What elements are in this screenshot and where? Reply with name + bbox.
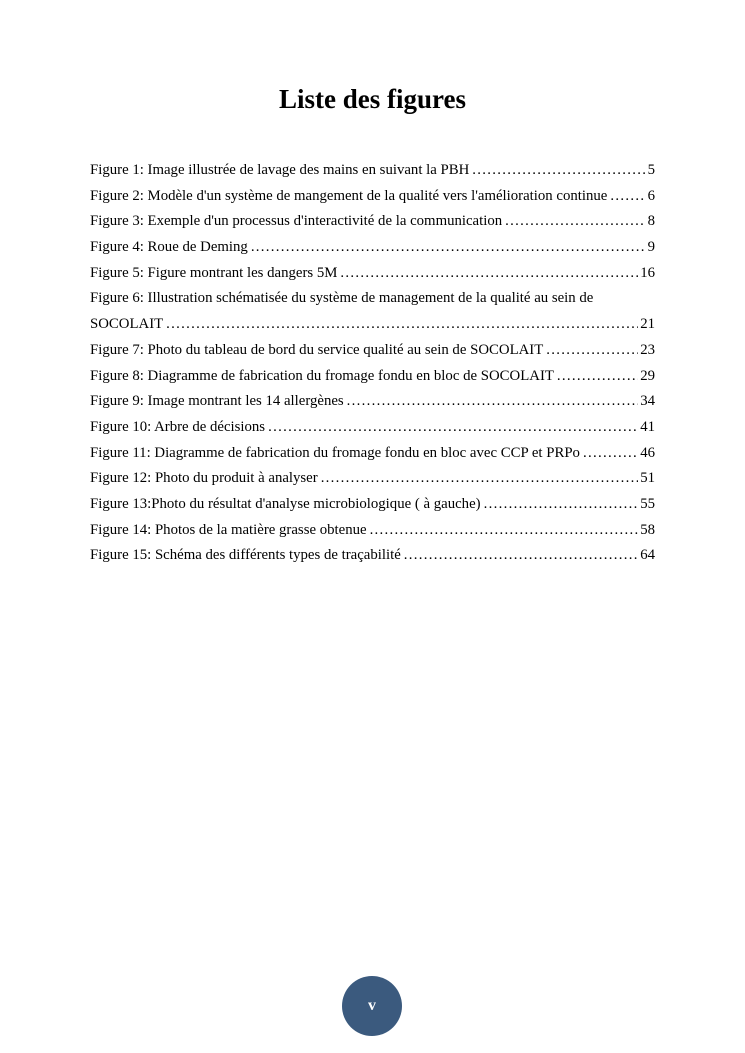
- dot-leader: [404, 543, 638, 569]
- toc-page-number: 8: [647, 213, 655, 230]
- dot-leader: [546, 338, 638, 364]
- toc-page-number: 58: [640, 521, 655, 538]
- page-title: Liste des figures: [279, 84, 466, 114]
- toc-entry-text: Figure 7: Photo du tableau de bord du service qualité au sein de SOCOLAIT: [90, 341, 544, 358]
- toc-page-number: 55: [640, 495, 655, 512]
- dot-leader: [340, 261, 638, 287]
- toc-line: [90, 364, 655, 390]
- dot-leader: [370, 518, 639, 544]
- toc-line: [90, 261, 655, 287]
- page-number-badge: [342, 976, 402, 1036]
- toc-line: [90, 235, 655, 261]
- toc-page-number: 5: [647, 162, 655, 178]
- toc-line: [90, 209, 655, 235]
- toc-line: [90, 543, 655, 569]
- toc-entry-text: Figure 15: Schéma des différents types de traçabilité: [90, 547, 401, 564]
- toc-entry-text: Figure 14: Photos de la matière grasse obtenue: [90, 521, 367, 538]
- toc-entry-text: Figure 6: Illustration schématisée du système de management de la qualité au sein de: [90, 290, 594, 307]
- toc-page-number: 23: [640, 341, 655, 358]
- toc-entry-text: Figure 1: Image illustrée de lavage des mains en suivant la PBH: [90, 162, 470, 178]
- toc-page-number: 46: [640, 444, 655, 461]
- toc-page-number: 16: [640, 264, 655, 281]
- toc-line: [90, 441, 655, 467]
- dot-leader: [472, 158, 645, 184]
- toc-line: [90, 286, 655, 312]
- toc-page-number: 21: [640, 316, 655, 333]
- page-number: v: [368, 997, 376, 1014]
- toc-line: [90, 466, 655, 492]
- dot-leader: [268, 415, 638, 441]
- dot-leader: [166, 312, 638, 338]
- toc-line: [90, 415, 655, 441]
- toc-page-number: 64: [640, 547, 655, 564]
- toc-line: [90, 184, 655, 210]
- toc-entry-text: Figure 5: Figure montrant les dangers 5M: [90, 264, 338, 281]
- toc-line: [90, 492, 655, 518]
- toc-page-number: 34: [640, 393, 655, 410]
- dot-leader: [557, 364, 638, 390]
- toc-line: [90, 389, 655, 415]
- dot-leader: [610, 184, 645, 210]
- toc-line: [90, 158, 655, 184]
- toc-page-number: 51: [640, 470, 655, 487]
- toc-entry-text: Figure 9: Image montrant les 14 allergènes: [90, 393, 344, 410]
- dot-leader: [505, 209, 645, 235]
- dot-leader: [583, 441, 638, 467]
- dot-leader: [484, 492, 639, 518]
- dot-leader: [321, 466, 639, 492]
- toc-entry-text: Figure 3: Exemple d'un processus d'interactivité de la communication: [90, 213, 503, 230]
- dot-leader: [251, 235, 646, 261]
- dot-leader: [347, 389, 639, 415]
- toc-page-number: 29: [640, 367, 655, 384]
- toc-entry-text: Figure 11: Diagramme de fabrication du fromage fondu en bloc avec CCP et PRPo: [90, 444, 580, 461]
- toc-page-number: 6: [647, 187, 655, 204]
- toc-entry-text: Figure 12: Photo du produit à analyser: [90, 470, 318, 487]
- toc-line: [90, 312, 655, 338]
- toc-entry-text: Figure 4: Roue de Deming: [90, 239, 248, 256]
- toc-page-number: 9: [647, 239, 655, 256]
- toc-line: [90, 338, 655, 364]
- toc-entry-text: Figure 2: Modèle d'un système de mangement de la qualité vers l'amélioration continue: [90, 187, 608, 204]
- toc-entry-text: Figure 10: Arbre de décisions: [90, 418, 266, 435]
- toc-entry-text: Figure 8: Diagramme de fabrication du fromage fondu en bloc de SOCOLAIT: [90, 367, 554, 384]
- figures-list: [90, 158, 655, 569]
- toc-line: [90, 518, 655, 544]
- toc-entry-text: SOCOLAIT: [90, 316, 164, 333]
- toc-entry-text: Figure 13:Photo du résultat d'analyse microbiologique ( à gauche): [90, 495, 481, 512]
- toc-page-number: 41: [640, 418, 655, 435]
